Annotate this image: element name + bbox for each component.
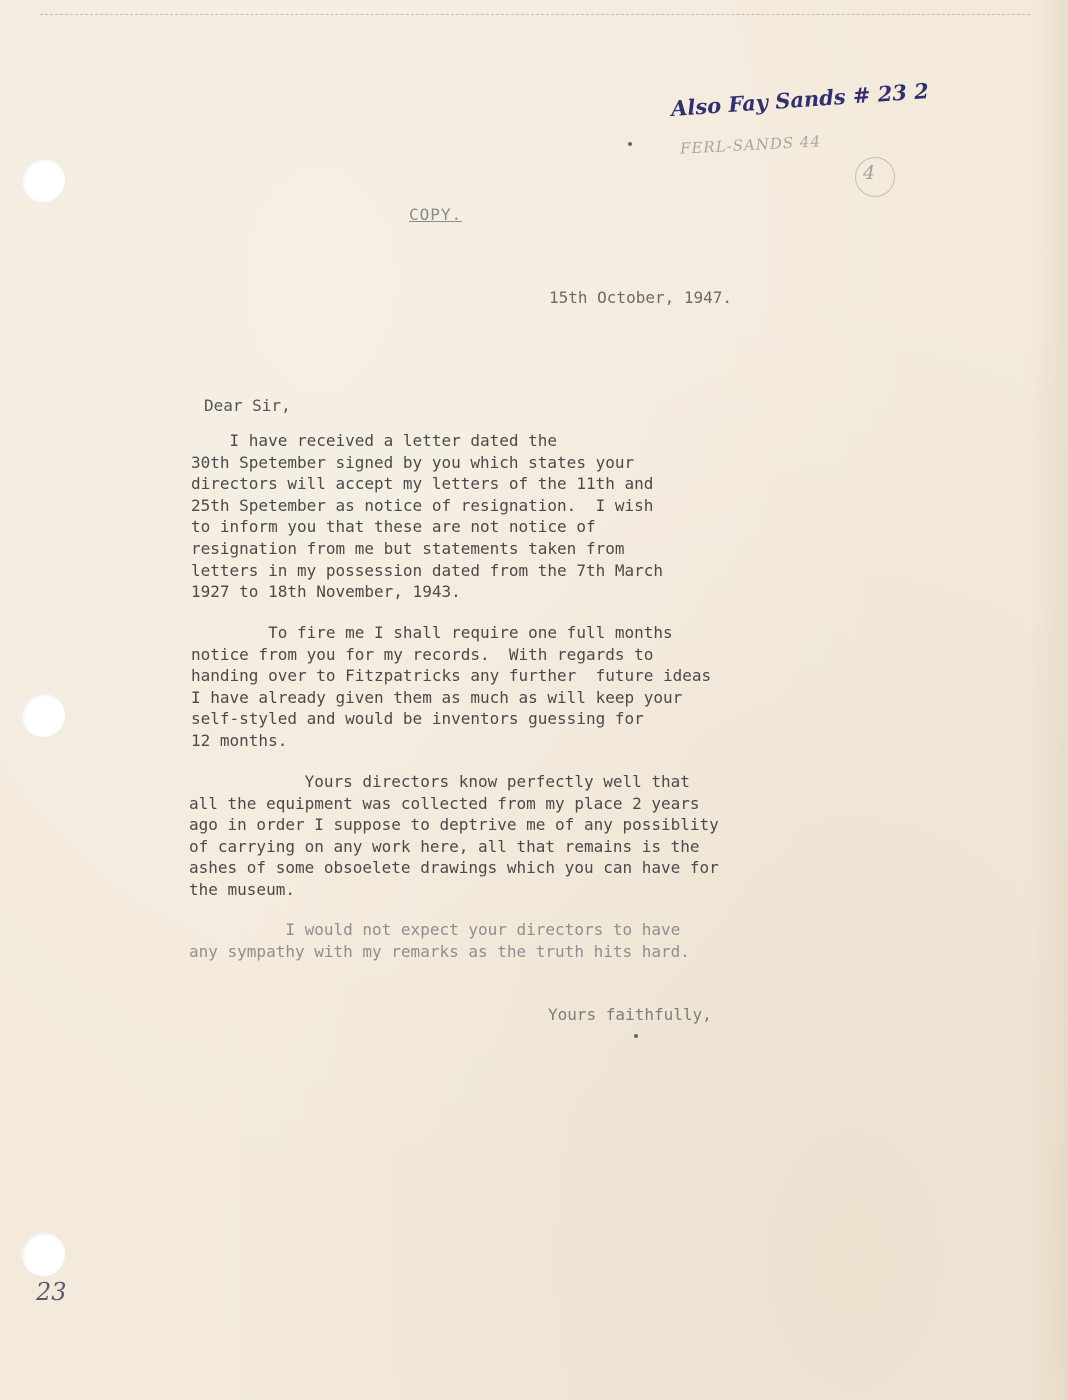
handwritten-ink-note: Also Fay Sands # 23 2	[670, 78, 930, 121]
copy-label: COPY.	[409, 205, 463, 224]
page-edge-shading	[1028, 0, 1068, 1400]
letter-date: 15th October, 1947.	[549, 288, 733, 307]
top-dashed-line	[40, 14, 1030, 16]
handwritten-corner-mark: 23	[36, 1278, 67, 1306]
stray-mark	[634, 1034, 638, 1038]
punch-hole-bottom	[21, 1232, 65, 1276]
handwritten-pencil-number: 4	[863, 162, 876, 184]
handwritten-pencil-note: FERL-SANDS 44	[679, 132, 822, 158]
salutation: Dear Sir,	[204, 396, 291, 415]
letter-paragraph: I would not expect your directors to have any sympathy with my remarks as the truth hits hard.	[189, 920, 690, 961]
letter-paragraph: I have received a letter dated the 30th Spetember signed by you which states your directors will accept my letters of the 11th and 25th Spetember as notice of resignation. I wish to inform you that these are not notice of resignation from me but statements taken from letters in my possession dated from the 7th March 1927 to 18th November, 1943.	[191, 431, 664, 602]
letter-paragraph: Yours directors know perfectly well that all the equipment was collected from my place 2 years ago in order I suppose to deptrive me of any possiblity of carrying on any work here, all that remains is the ashes of some obsoelete drawings which you can have for the museum.	[189, 772, 719, 899]
letter-paragraph: To fire me I shall require one full months notice from you for my records. With regards to handing over to Fitzpatricks any further future ideas I have already given them as much as will keep your self-styled and would be inventors guessing for 12 months.	[191, 623, 712, 750]
closing: Yours faithfully,	[548, 1005, 712, 1024]
punch-hole-middle	[21, 693, 65, 737]
punch-hole-top	[21, 158, 65, 202]
stray-mark	[628, 142, 632, 146]
